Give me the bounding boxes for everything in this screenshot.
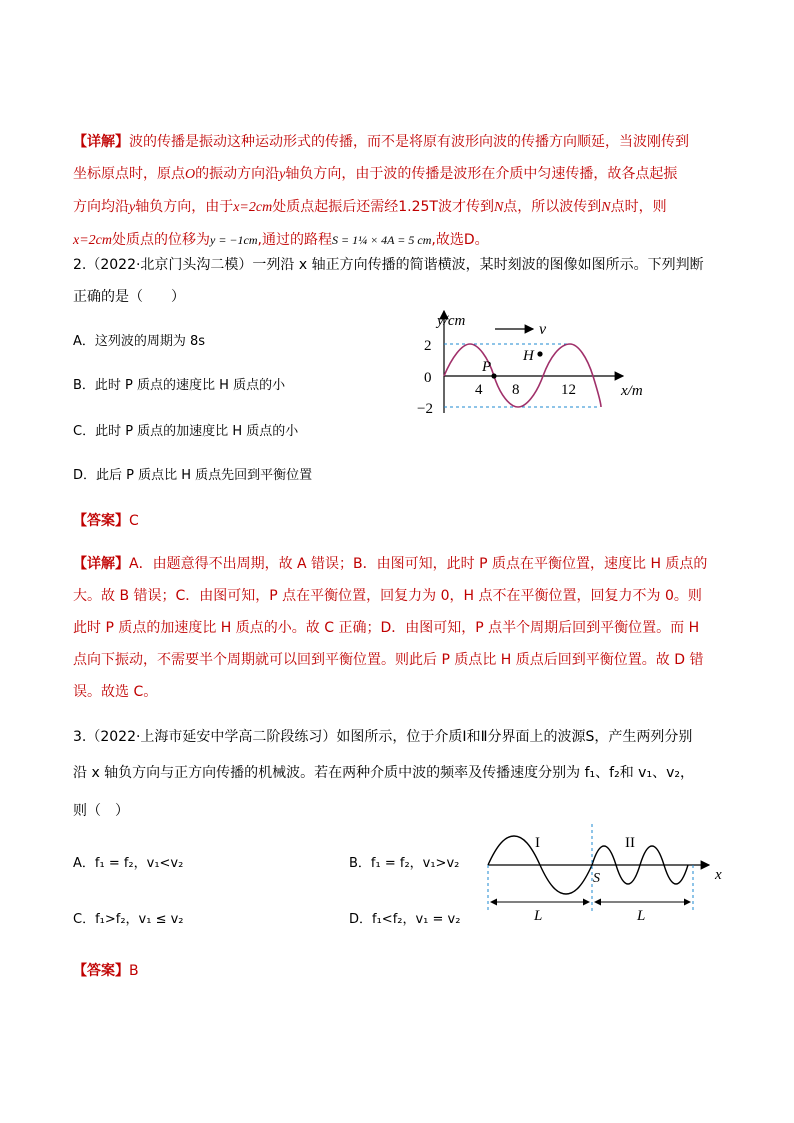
q2-xtick-4: 4: [475, 382, 483, 398]
q2-x-label: x/m: [621, 383, 643, 399]
q3-medium-1-label: I: [535, 835, 540, 851]
detail-1-line-1: 【详解】波的传播是振动这种运动形式的传播，而不是将原有波形向波的传播方向顺延，当波刚传到: [73, 134, 689, 150]
q3-answer: 【答案】B: [73, 963, 139, 979]
q2-stem-1: 2.（2022·北京门头沟二模）一列沿 x 轴正方向传播的简谐横波，某时刻波的图像如图所示。下列判断: [73, 257, 704, 273]
q3-option-c: C．f₁>f₂，v₁ ≤ v₂: [73, 912, 184, 927]
q3-stem-1: 3.（2022·上海市延安中学高二阶段练习）如图所示，位于介质Ⅰ和Ⅱ分界面上的波源S，产生两列分别: [73, 729, 693, 745]
detail-1-line-2: 坐标原点时，原点O的振动方向沿y轴负方向，由于波的传播是波形在介质中匀速传播，故各点起振: [73, 166, 678, 182]
q2-xtick-12: 12: [561, 382, 576, 398]
detail-1-line-3: 方向均沿y轴负方向，由于x=2cm处质点起振后还需经1.25T波才传到N点，所以波传到N点时，则: [73, 199, 667, 215]
detail-2-line-3: 此时 P 质点的加速度比 H 质点的小。故 C 正确；D．由图可知，P 点半个周期后回到平衡位置。而 H: [73, 620, 700, 636]
detail-2-line-2: 大。故 B 错误；C．由图可知，P 点在平衡位置，回复力为 0，H 点不在平衡位置，回复力不为 0。则: [73, 588, 702, 604]
q3-source-label: S: [593, 871, 600, 886]
q3-medium-2-label: II: [625, 835, 635, 851]
q2-h-label: H: [523, 348, 534, 364]
q2-option-d: D．此后 P 质点比 H 质点先回到平衡位置: [73, 468, 313, 483]
q2-point-h: [537, 351, 542, 356]
q3-wave-figure: [483, 822, 728, 922]
q2-option-c: C．此时 P 质点的加速度比 H 质点的小: [73, 424, 299, 439]
q2-xtick-8: 8: [512, 382, 520, 398]
q2-ytick-m2: −2: [417, 401, 433, 417]
q2-ytick-2: 2: [424, 338, 432, 354]
q2-ytick-0: 0: [424, 370, 432, 386]
q2-p-label: P: [482, 359, 492, 375]
q3-stem-3: 则（ ）: [73, 803, 129, 819]
q3-option-b: B．f₁ = f₂，v₁>v₂: [349, 856, 460, 871]
detail-1: [73, 126, 725, 257]
q2-v-label: v: [539, 321, 547, 338]
detail-2: [73, 548, 725, 708]
q2-option-a: A．这列波的周期为 8s: [73, 334, 206, 349]
detail-2-line-5: 误。故选 C。: [73, 684, 158, 700]
q3-stem-2: 沿 x 轴负方向与正方向传播的机械波。若在两种介质中波的频率及传播速度分别为 f₁、f₂和 v₁、v₂，: [73, 765, 694, 781]
q2-answer: 【答案】C: [73, 513, 139, 529]
detail-1-line-4: x=2cm处质点的位移为y = −1cm,通过的路程S = 1¼ × 4A = 5 cm,故选D。: [73, 232, 489, 248]
q2-stem-2: 正确的是（ ）: [73, 289, 185, 305]
q3-l2-label: L: [637, 908, 646, 922]
q2-wave-figure: [415, 305, 665, 420]
detail-2-line-1: 【详解】A．由题意得不出周期，故 A 错误；B．由图可知，此时 P 质点在平衡位置，速度比 H 质点的: [73, 556, 708, 572]
q3-x-label: x: [715, 867, 722, 883]
q3-option-a: A．f₁ = f₂，v₁<v₂: [73, 856, 184, 871]
q2-point-p: [491, 373, 496, 378]
q2-y-label: y/cm: [437, 313, 466, 329]
q2-option-b: B．此时 P 质点的速度比 H 质点的小: [73, 378, 286, 393]
q3-option-d: D．f₁<f₂，v₁ = v₂: [349, 912, 461, 927]
detail-2-line-4: 点向下振动，不需要半个周期就可以回到平衡位置。则此后 P 质点比 H 质点后回到平衡位置。故 D 错: [73, 652, 704, 668]
q3-l1-label: L: [534, 908, 543, 922]
